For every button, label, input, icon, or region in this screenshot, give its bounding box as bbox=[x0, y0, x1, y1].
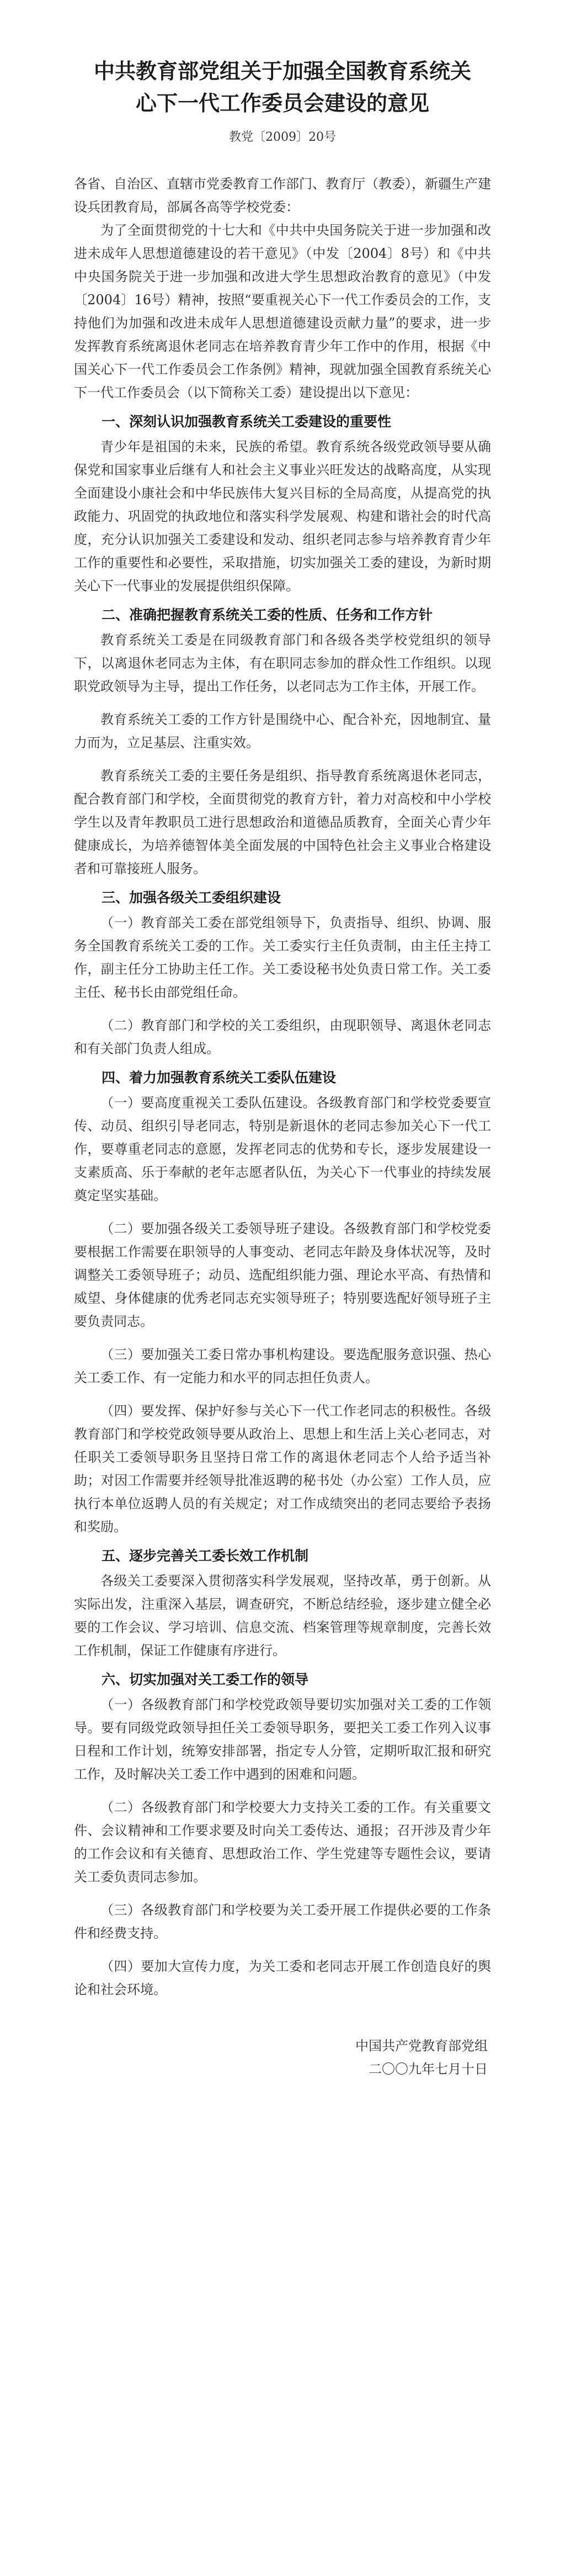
paragraph: （四）要加大宣传力度，为关工委和老同志开展工作创造良好的舆论和社会环境。 bbox=[74, 1959, 491, 1997]
paragraph: （二）要加强各级关工委领导班子建设。各级教育部门和学校党委要根据工作需要在职领导的人事变动、老同志年龄及身体状况等，及时调整关工委领导班子；动员、选配组织能力强、理论水平高、有热情和威望、身体健康的优秀老同志充实领导班子；特别要选配好领导班子主要负责同志。 bbox=[74, 1221, 491, 1329]
paragraph: 青少年是祖国的未来，民族的希望。教育系统各级党政领导要从确保党和国家事业后继有人和社会主义事业兴旺发达的战略高度，从实现全面建设小康社会和中华民族伟大复兴目标的全局高度，从提高党的执政能力、巩固党的执政地位和落实科学发展观、构建和谐社会的时代高度，充分认识加强关工委建设和发动、组织老同志参与培养教育青少年工作的重要性和必要性，采取措施，切实加强关工委的建设，为新时期关心下一代事业的发展提供组织保障。 bbox=[74, 439, 491, 594]
section-3 bbox=[74, 886, 491, 1060]
paragraph: （二）各级教育部门和学校要大力支持关工委的工作。有关重要文件、会议精神和工作要求要及时向关工委传达、通报；召开涉及青少年的工作会议和有关德育、思想政治工作、学生党建等专题性会议，要请关工委负责同志参加。 bbox=[74, 1800, 491, 1885]
document-title bbox=[74, 55, 491, 119]
paragraph: 教育系统关工委的主要任务是组织、指导教育系统离退休老同志，配合教育部门和学校，全面贯彻党的教育方针，着力对高校和中小学校学生以及青年教职员工进行思想政治和道德品质教育，全面关心青少年健康成长，为培养德智体美全面发展的中国特色社会主义事业合格建设者和可靠接班人服务。 bbox=[74, 768, 491, 876]
intro-block bbox=[74, 219, 491, 404]
intro-paragraph: 为了全面贯彻党的十七大和《中共中央国务院关于进一步加强和改进未成年人思想道德建设的若干意见》（中发〔2004〕8号）和《中共中央国务院关于进一步加强和改进大学生思想政治教育的意见》（中发〔2004〕16号）精神，按照“要重视关心下一代工作委员会的工作，支持他们为加强和改进未成年人思想道德建设贡献力量”的要求，进一步发挥教育系统离退休老同志在培养教育青少年工作中的作用，根据《中国关心下一代工作委员会工作条例》精神，现就加强全国教育系统关心下一代工作委员会（以下简称关工委）建设提出以下意见： bbox=[74, 223, 491, 400]
section-heading: 六、切实加强对关工委工作的领导 bbox=[102, 1672, 309, 1688]
paragraph: 教育系统关工委的工作方针是围绕中心、配合补充，因地制宜、量力而为，立足基层、注重实效。 bbox=[74, 712, 491, 750]
section-2 bbox=[74, 603, 491, 880]
section-6 bbox=[74, 1668, 491, 2001]
addressee: 各省、自治区、直辖市党委教育工作部门、教育厅（教委），新疆生产建设兵团教育局，部属各高等学校党委： bbox=[74, 176, 491, 215]
section-heading: 三、加强各级关工委组织建设 bbox=[102, 890, 281, 906]
paragraph: 各级关工委要深入贯彻落实科学发展观，坚持改革，勇于创新。从实际出发，注重深入基层，调查研究，不断总结经验，逐步建立健全必要的工作会议、学习培训、信息交流、档案管理等规章制度，完善长效工作机制，保证工作健康有序进行。 bbox=[74, 1573, 491, 1658]
signature-date: 二〇〇九年七月十日 bbox=[369, 2061, 488, 2077]
paragraph: （二）教育部门和学校的关工委组织，由现职领导、离退休老同志和有关部门负责人组成。 bbox=[74, 1018, 491, 1056]
paragraph: （三）要加强关工委日常办事机构建设。要选配服务意识强、热心关工委工作、有一定能力和水平的同志担任负责人。 bbox=[74, 1347, 491, 1385]
paragraph: （四）要发挥、保护好参与关心下一代工作老同志的积极性。各级教育部门和学校党政领导要从政治上、思想上和生活上关心老同志，对任职关工委领导职务且坚持日常工作的离退休老同志个人给予适当补助；对因工作需要并经领导批准返聘的秘书处（办公室）工作人员，应执行本单位返聘人员的有关规定；对工作成绩突出的老同志要给予表扬和奖励。 bbox=[74, 1403, 491, 1535]
title-line-2: 心下一代工作委员会建设的意见 bbox=[135, 91, 429, 115]
section-heading: 一、深刻认识加强教育系统关工委建设的重要性 bbox=[102, 414, 392, 430]
signature-block bbox=[74, 2034, 491, 2081]
section-heading: 四、着力加强教育系统关工委队伍建设 bbox=[102, 1070, 337, 1086]
paragraph: （一）各级教育部门和学校党政领导要切实加强对关工委的工作领导。要有同级党政领导担任关工委领导职务，要把关工委工作列入议事日程和工作计划，统筹安排部署，指定专人分管，定期听取汇报和研究工作，及时解决关工委工作中遇到的困难和问题。 bbox=[74, 1697, 491, 1782]
section-heading: 二、准确把握教育系统关工委的性质、任务和工作方针 bbox=[102, 607, 433, 623]
paragraph: （三）各级教育部门和学校要为关工委开展工作提供必要的工作条件和经费支持。 bbox=[74, 1902, 491, 1941]
paragraph: 教育系统关工委是在同级教育部门和各级各类学校党组织的领导下，以离退休老同志为主体，有在职同志参加的群众性工作组织。以现职党政领导为主导，提出工作任务，以老同志为工作主体，开展工作。 bbox=[74, 632, 491, 694]
signature-org: 中国共产党教育部党组 bbox=[355, 2038, 488, 2054]
title-line-1: 中共教育部党组关于加强全国教育系统关 bbox=[93, 59, 471, 83]
paragraph: （一）教育部关工委在部党组领导下，负责指导、组织、协调、服务全国教育系统关工委的工作。关工委实行主任负责制，由主任主持工作，副主任分工协助主任工作。关工委设秘书处负责日常工作。关工委主任、秘书长由部党组任命。 bbox=[74, 915, 491, 1000]
document-number: 教党〔2009〕20号 bbox=[229, 130, 336, 144]
section-5 bbox=[74, 1544, 491, 1662]
section-heading: 五、逐步完善关工委长效工作机制 bbox=[102, 1548, 309, 1564]
paragraph: （一）要高度重视关工委队伍建设。各级教育部门和学校党委要宣传、动员、组织引导老同志，特别是新退休的老同志参加关心下一代工作，要尊重老同志的意愿，发挥老同志的优势和专长，逐步发展建设一支素质高、乐于奉献的老年志愿者队伍，为关心下一代事业的持续发展奠定坚实基础。 bbox=[74, 1095, 491, 1203]
section-4 bbox=[74, 1066, 491, 1538]
section-1 bbox=[74, 410, 491, 597]
